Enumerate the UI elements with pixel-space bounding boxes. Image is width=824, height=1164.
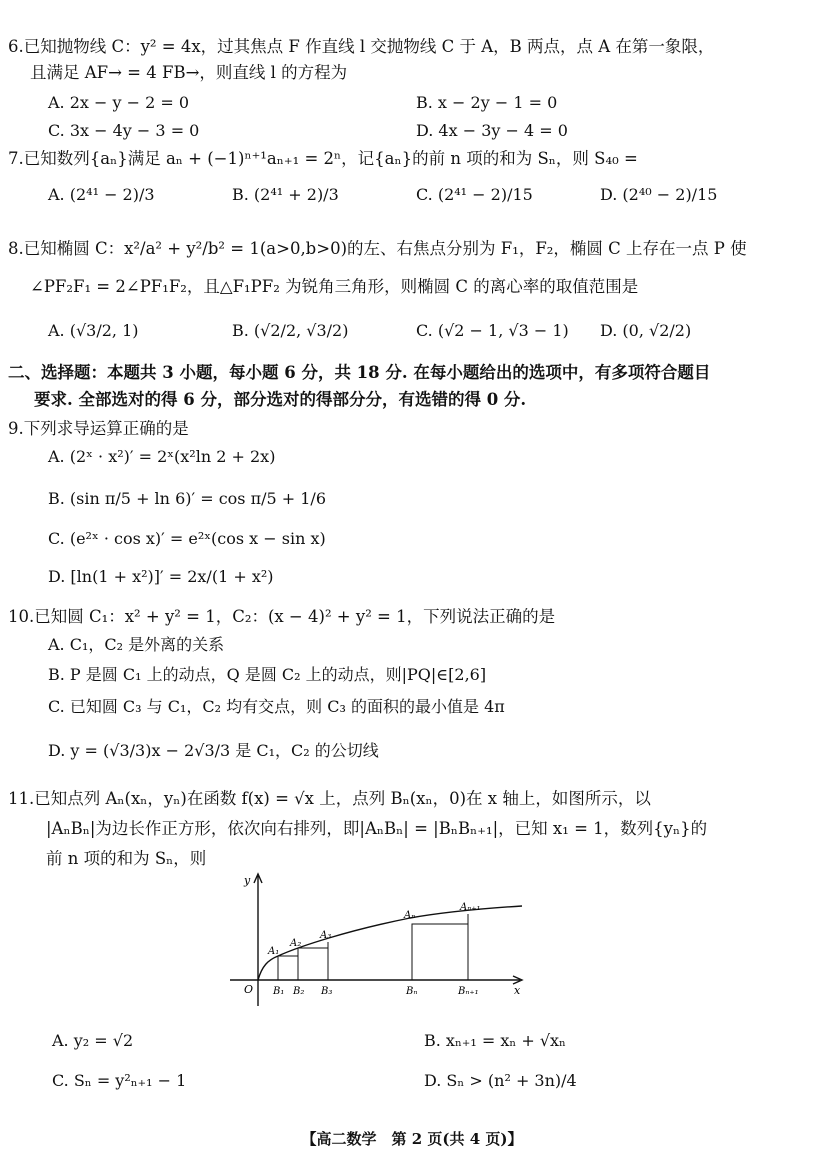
sqrt-function-figure <box>220 868 540 1016</box>
q9-option-a: A. (2ˣ · x²)′ = 2ˣ(x²ln 2 + 2x) <box>48 447 276 466</box>
q11-option-c: C. Sₙ = y²ₙ₊₁ − 1 <box>52 1071 187 1090</box>
q8-stem-line2: ∠PF₂F₁ = 2∠PF₁F₂，且△F₁PF₂ 为锐角三角形，则椭圆 C 的离心率的取值范围是 <box>30 277 639 296</box>
q7-option-b: B. (2⁴¹ + 2)/3 <box>232 185 339 204</box>
section2-heading-line2: 要求. 全部选对的得 6 分，部分选对的得部分分，有选错的得 0 分. <box>34 390 527 409</box>
label-an: Aₙ <box>404 910 416 921</box>
q9-stem: 9.下列求导运算正确的是 <box>8 419 189 438</box>
q9-option-c: C. (e²ˣ · cos x)′ = e²ˣ(cos x − sin x) <box>48 529 326 548</box>
y-axis-label: y <box>244 874 251 887</box>
q11-option-b: B. xₙ₊₁ = xₙ + √xₙ <box>424 1031 566 1050</box>
q7-option-d: D. (2⁴⁰ − 2)/15 <box>600 185 718 204</box>
q8-option-b: B. (√2/2, √3/2) <box>232 321 349 340</box>
q9-option-d: D. [ln(1 + x²)]′ = 2x/(1 + x²) <box>48 567 274 586</box>
q6-option-d: D. 4x − 3y − 4 = 0 <box>416 121 568 140</box>
section2-heading-line1: 二、选择题：本题共 3 小题，每小题 6 分，共 18 分. 在每小题给出的选项中，有多项符合题目 <box>8 363 711 382</box>
q11-stem-line2: |AₙBₙ|为边长作正方形，依次向右排列，即|AₙBₙ| = |BₙBₙ₊₁|，已知 x₁ = 1，数列{yₙ}的 <box>46 819 708 838</box>
q7-stem: 7.已知数列{aₙ}满足 aₙ + (−1)ⁿ⁺¹aₙ₊₁ = 2ⁿ，记{aₙ}的前 n 项的和为 Sₙ，则 S₄₀ = <box>8 149 638 168</box>
q10-option-b: B. P 是圆 C₁ 上的动点，Q 是圆 C₂ 上的动点，则|PQ|∈[2,6] <box>48 665 487 684</box>
label-b3: B₃ <box>321 986 333 997</box>
label-a3: A₃ <box>320 930 332 941</box>
q9-option-b: B. (sin π/5 + ln 6)′ = cos π/5 + 1/6 <box>48 489 326 508</box>
label-a1: A₁ <box>268 946 280 957</box>
q8-option-c: C. (√2 − 1, √3 − 1) <box>416 321 569 340</box>
q10-stem: 10.已知圆 C₁：x² + y² = 1，C₂：(x − 4)² + y² = 1，下列说法正确的是 <box>8 607 556 626</box>
label-bn: Bₙ <box>406 986 418 997</box>
origin-label: O <box>244 983 254 996</box>
q10-option-a: A. C₁，C₂ 是外离的关系 <box>48 635 225 654</box>
square-1 <box>278 956 298 980</box>
q10-option-d: D. y = (√3/3)x − 2√3/3 是 C₁，C₂ 的公切线 <box>48 741 379 760</box>
page-footer: 【高二数学 第 2 页(共 4 页)】 <box>301 1130 523 1148</box>
q8-option-a: A. (√3/2, 1) <box>48 321 139 340</box>
label-b1: B₁ <box>273 986 285 997</box>
q11-option-a: A. y₂ = √2 <box>52 1031 134 1050</box>
label-b2: B₂ <box>293 986 305 997</box>
square-n <box>412 924 468 980</box>
q8-option-d: D. (0, √2/2) <box>600 321 692 340</box>
label-bn1: Bₙ₊₁ <box>458 986 479 997</box>
q11-stem-line1: 11.已知点列 Aₙ(xₙ，yₙ)在函数 f(x) = √x 上，点列 Bₙ(xₙ，0)在 x 轴上，如图所示，以 <box>8 789 651 808</box>
q10-option-c: C. 已知圆 C₃ 与 C₁，C₂ 均有交点，则 C₃ 的面积的最小值是 4π <box>48 697 505 716</box>
q8-stem-line1: 8.已知椭圆 C：x²/a² + y²/b² = 1(a>0,b>0)的左、右焦点分别为 F₁，F₂，椭圆 C 上存在一点 P 使 <box>8 239 747 258</box>
x-axis-label: x <box>514 984 521 997</box>
q6-option-a: A. 2x − y − 2 = 0 <box>48 93 190 112</box>
q7-option-c: C. (2⁴¹ − 2)/15 <box>416 185 533 204</box>
q6-stem-line2: 且满足 AF→ = 4 FB→，则直线 l 的方程为 <box>30 63 348 82</box>
q11-stem-line3: 前 n 项的和为 Sₙ，则 <box>46 849 207 868</box>
q6-option-c: C. 3x − 4y − 3 = 0 <box>48 121 200 140</box>
q7-option-a: A. (2⁴¹ − 2)/3 <box>48 185 155 204</box>
label-an1: Aₙ₊₁ <box>460 902 481 913</box>
q11-option-d: D. Sₙ > (n² + 3n)/4 <box>424 1071 577 1090</box>
q6-stem-line1: 6.已知抛物线 C：y² = 4x，过其焦点 F 作直线 l 交抛物线 C 于 A，B 两点，点 A 在第一象限， <box>8 37 715 56</box>
square-2 <box>298 948 328 980</box>
q6-option-b: B. x − 2y − 1 = 0 <box>416 93 558 112</box>
label-a2: A₂ <box>290 938 302 949</box>
